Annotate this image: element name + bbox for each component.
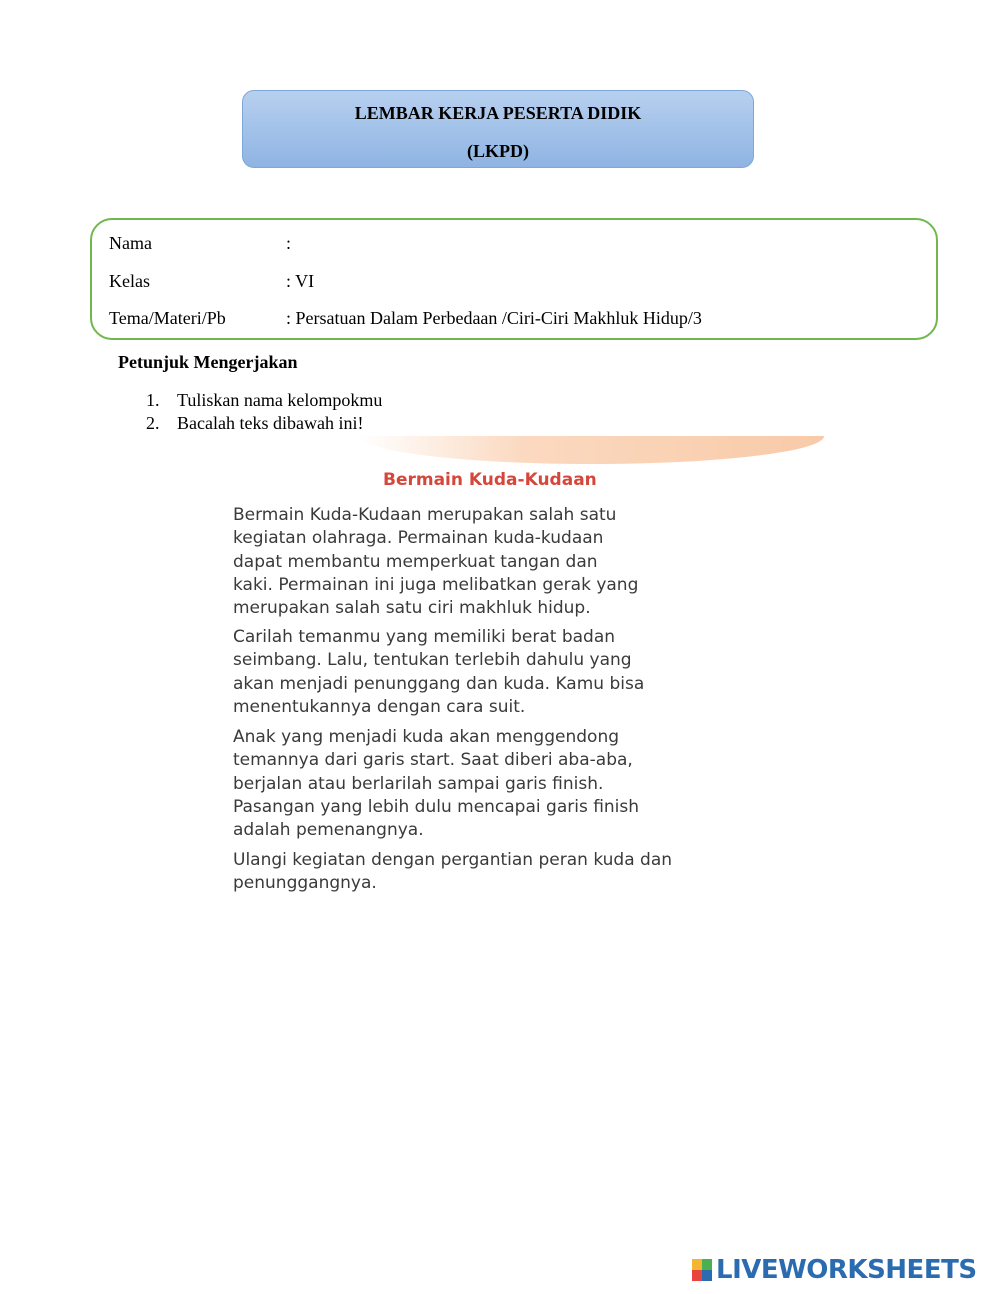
worksheet-subtitle: (LKPD): [467, 141, 529, 161]
text-line: seimbang. Lalu, tentukan terlebih dahulu yang: [233, 650, 632, 671]
reading-title: Bermain Kuda-Kudaan: [383, 470, 597, 490]
text-line: kaki. Permainan ini juga melibatkan gerak yang: [233, 574, 639, 595]
reading-paragraph-1: [233, 504, 793, 620]
logo-mark-icon: [692, 1259, 712, 1281]
text-line: kegiatan olahraga. Permainan kuda-kudaan: [233, 528, 604, 549]
text-line: menentukannya dengan cara suit.: [233, 696, 526, 717]
list-text: Tuliskan nama kelompokmu: [177, 390, 383, 410]
logo-square: [692, 1259, 702, 1270]
list-text: Bacalah teks dibawah ini!: [177, 413, 364, 433]
list-number: 1.: [146, 390, 160, 410]
title-banner: [242, 90, 754, 168]
logo-square: [692, 1270, 702, 1281]
text-line: Pasangan yang lebih dulu mencapai garis finish: [233, 796, 640, 817]
text-line: Carilah temanmu yang memiliki berat badan: [233, 627, 616, 647]
decorative-banner: [360, 436, 824, 464]
liveworksheets-logo: [692, 1254, 977, 1286]
text-line: merupakan salah satu ciri makhluk hidup.: [233, 598, 591, 619]
list-item: [146, 413, 382, 436]
text-line: dapat membantu memperkuat tangan dan: [233, 551, 598, 572]
text-line: akan menjadi penunggang dan kuda. Kamu bisa: [233, 673, 645, 694]
list-number: 2.: [146, 413, 160, 433]
text-line: temannya dari garis start. Saat diberi aba-aba,: [233, 750, 633, 771]
identity-label: Kelas: [109, 271, 150, 291]
list-item: [146, 390, 382, 413]
identity-label: Nama: [109, 233, 152, 253]
reading-paragraph-4: [233, 849, 793, 896]
text-line: Bermain Kuda-Kudaan merupakan salah satu: [233, 505, 617, 525]
logo-square: [702, 1259, 712, 1270]
identity-box: [90, 218, 938, 340]
reading-passage-image: [230, 436, 830, 906]
text-line: berjalan atau berlarilah sampai garis finish.: [233, 773, 604, 794]
identity-value: : Persatuan Dalam Perbedaan /Ciri-Ciri Makhluk Hidup/3: [286, 308, 702, 328]
identity-value: : VI: [286, 271, 315, 291]
identity-value: :: [286, 233, 292, 253]
text-line: penunggangnya.: [233, 873, 377, 894]
instructions-list: [146, 390, 382, 436]
reading-paragraph-2: [233, 626, 793, 719]
logo-square: [702, 1270, 712, 1281]
logo-text: LIVEWORKSHEETS: [716, 1255, 977, 1285]
instructions-title: Petunjuk Mengerjakan: [118, 352, 298, 372]
text-line: Ulangi kegiatan dengan pergantian peran kuda dan: [233, 850, 673, 870]
reading-paragraph-3: [233, 726, 793, 842]
identity-label: Tema/Materi/Pb: [109, 308, 226, 328]
text-line: Anak yang menjadi kuda akan menggendong: [233, 727, 620, 747]
worksheet-title: LEMBAR KERJA PESERTA DIDIK: [354, 103, 642, 123]
text-line: adalah pemenangnya.: [233, 820, 424, 841]
